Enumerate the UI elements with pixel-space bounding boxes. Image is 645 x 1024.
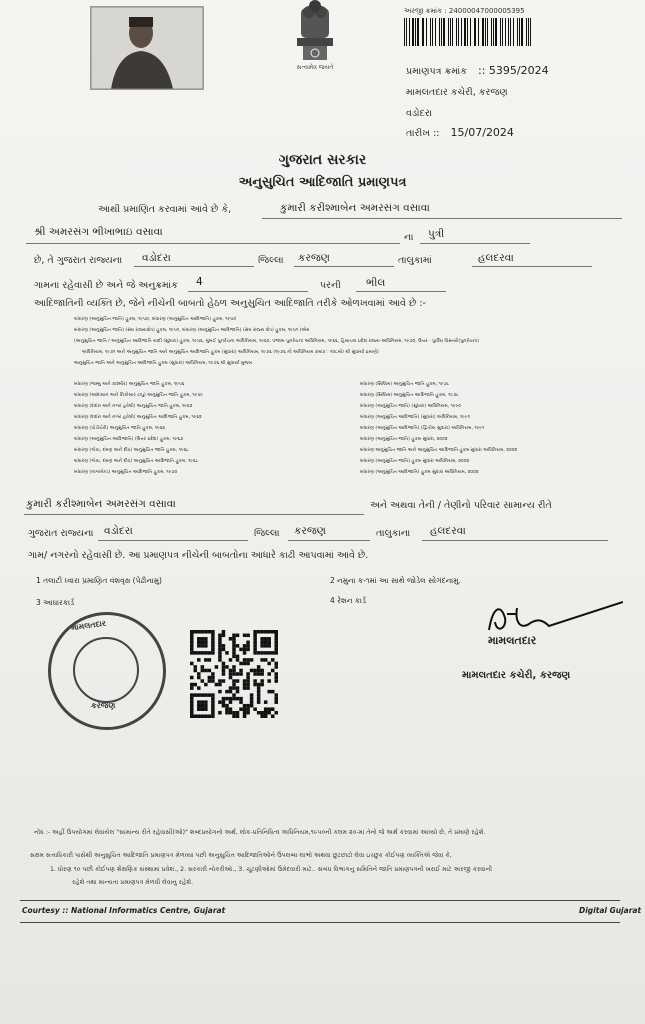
residence-district-label: જિલ્લા [254,528,280,539]
order-left: બંધારણ (પોંડીચેરી) અનુસુચિત જાતિ હુકમ, ૧૯૬૪ [74,426,166,431]
taluka-value: કરજણ [298,252,330,264]
government-title: ગુજરાત સરકાર [278,152,367,168]
order-right: બંધારણ (અનુસુચિત આદિજાતિ) (સુધારા) અધિનિયમ, ૧૯૯૧ [360,415,470,420]
order-left: બંધારણ (દાદરા અને નગર હવેલી) અનુસુચિત આદિજાતિ હુકમ, ૧૯૬૨ [74,415,202,420]
city-name: વડોદરા [406,108,433,119]
note-line: સક્ષમ સત્તાધિકારી પાસેથી અનુસુચિત આદિજાતિ પ્રમાણપત્ર મેળવ્યા પછી અનુસુચિત આદિજાતિઓને ઉપલબ્ધ લાભો અથવા છુટછાટો લેવા ઇચ્છુક કોઈપણ વ્યક્તિએ જેવા કે, [30,852,452,859]
barcode-icon [404,18,534,46]
certificate-number-label: પ્રમાણપત્ર ક્રમાંક [406,66,467,77]
order-left: બંધારણ (નાગાલેન્ડ) અનુસુચિત આદિજાતિ હુકમ, ૧૯૭૦ [74,470,178,475]
signature-office: મામલતદાર કચેરી, કરજણ [462,670,571,681]
order-right: બંધારણ અનુસુચિત જાતિ અને અનુસુચિત આદિજાતિ હુકમ સુધારા અધિનિયમ, ૨૦૦૨ [360,448,518,453]
family-text: અને અથવા તેની / તેણીનો પરિવાર સામાન્ય રીતે [370,500,552,511]
residence-village-value: હલદરવા [430,525,466,537]
order-left: બંધારણ (જમ્મુ અને કાશ્મીર) અનુસુચિત જાતિ હુકમ, ૧૯૫૬ [74,382,185,387]
order-line: બંધારણ (અનુસુચિત જાતિ) હુકમ, ૧૯૫૦, બંધારણ (અનુસુચિત આદિજાતિ) હુકમ, ૧૯૫૦ [74,317,237,322]
order-right: બંધારણ (અનુસુચિત જાતિ) (સુધારા) અધિનિયમ, ૧૯૯૦ [360,404,462,409]
national-emblem-icon [287,0,343,70]
courtesy-text: Courtesy :: National Informatics Centre, Gujarat [22,906,226,915]
note-line: રહેશે તથા માન્યતા પ્રમાણપત્ર મેળવી લેવાનુ રહેશે. [72,879,194,886]
certificate-number-value: :: 5395/2024 [478,64,549,77]
order-left: બંધારણ (ગોવા, દમણ અને દીવ) અનુસુચિત જાતિ હુકમ, ૧૯૬૮ [74,448,189,453]
district-label: જિલ્લા [258,255,284,266]
office-seal-stamp [48,612,166,730]
state-prefix: છે, તે ગુજરાત રાજ્યના [34,255,123,266]
signature-title: મામલતદાર [488,634,537,647]
order-line: અધિનિયમ, ૧૯૭૧ અને અનુસુચિત જાતિ અને અનુસુચિત આદિજાતિ હુકમ (સુધારા) અધિનિયમ, ૧૯૭૬ (૧૯૭૬ નો અધિનિયમ ક્રમાંક : ૧૦૮મો) થી સુધાર્યા પ્રમાણે) [82,350,379,355]
stamp-top-text: મામલતદાર [70,618,107,633]
note-line: નોંધ :- અહીં ઉપયોગમાં લેવાયેલ "સામાન્ય રીતે રહેવાસી(ઓ)" શબ્દપ્રયોગનો અર્થ, લોક-પ્રતિનિધિત્વ અધિનિયમ,૧૯૫૦ની કલમ ૨૦-માં તેનો જે અર્થ કરવામાં આવ્યો છે, તે પ્રમાણે રહેશે. [34,829,486,836]
order-right: બંધારણ (સિક્કિમ) અનુસુચિત જાતિ હુકમ, ૧૯૭૮ [360,382,450,387]
document-item: 1 તલાટી ધ્વારા પ્રમાણિત વંશવૃક્ષ (પેઢીનામુ) [36,576,162,585]
residence-taluka-label: તાલુકાના [376,528,411,539]
residence-state-label: ગુજરાત રાજ્યના [28,528,94,539]
certificate-title: અનુસુચિત આદિજાતિ પ્રમાણપત્ર [238,175,407,190]
basis-sentence: ગામ/ નગરનો રહેવાસી છે. આ પ્રમાણપત્ર નીચેની બાબતોના આધારે કાઢી આપવામાં આવે છે. [28,550,369,561]
order-left: બંધારણ (અનુસુચિત આદિજાતિ) (ઉત્તર પ્રદેશ) હુકમ, ૧૯૬૭ [74,437,184,442]
digital-gujarat-text: Digital Gujarat [579,906,642,915]
application-number: અરજી ક્રમાંક : 24000047000005395 [404,7,525,15]
na-label: ના [404,232,414,243]
date-label: તારીખ :: [406,128,440,139]
residence-district-value: વડોદરા [104,525,133,537]
serial-number: 4 [196,276,203,288]
order-line: અનુસુચિત જાતિ અને અનુસુચિત આદિજાતિ હુકમ (સુધારા) અધિનિયમ, ૧૯૭૬ થી સુધાર્યા મુજબ [74,361,253,366]
relation-value: પુત્રી [428,228,445,240]
order-right: બંધારણ (અનુસુચિત આદિજાતિ) (દ્વિતીય સુધારા) અધિનિયમ, ૧૯૯૧ [360,426,485,431]
office-name: મામલતદાર કચેરી, કરજણ [406,87,508,98]
qr-code-icon [190,630,278,718]
tribe-label: પરની [320,280,341,291]
order-line: (અનુસુચિત જાતિ / અનુસુચિત આદિજાતિ યાદી (સુધારા) હુકમ, ૧૯૫૬, મુંબઈ પુનર્રચના અધિનિયમ, ૧૯૬૦, પંજાબ પુનર્રચના અધિનિયમ, ૧૯૬૬, હિમાચલ પ્રદેશ રાજ્ય અધિનિયમ, ૧૯૭૦, ઉત્તર - પુર્વીય વિસ્તારો(પુનર્રચના) [74,339,479,344]
father-name: શ્રી અમરસંગ ભીખાભાઇ વસાવા [34,226,163,238]
document-item: 4 રેશન કાર્ડ [330,596,367,605]
note-line: 1. ધોરણ ૧૦ પછી કોઈપણ શૈક્ષણિક સંસ્થામાં પ્રવેશ., 2. સરકારી નોકરીઓ., 3. ચૂંટણીઓમાં ઉમેદવારી માટે.. સંબંધ વિભાગનુ સમિતિને જાતિ પ્રમાણપત્રની ખરાઈ માટે અરજી કરવાની [50,866,493,873]
document-item: 3 આધારકાર્ડ [36,598,75,607]
footer-divider-bottom [20,922,620,923]
order-left: બંધારણ (આંદામાન અને નિકોબાર ટાપુ) અનુસુચિત જાતિ હુકમ, ૧૯૫૯ [74,393,204,398]
order-left: બંધારણ (ગોવા, દમણ અને દીવ) અનુસુચિત આદિજાતિ હુકમ, ૧૯૬૮ [74,459,199,464]
order-left: બંધારણ (દાદરા અને નગર હવેલી) અનુસુચિત જાતિ હુકમ, ૧૯૬૨ [74,404,193,409]
applicant-name: કુમારી કરીશ્માબેન અમરસંગ વસાવા [280,202,430,214]
order-right: બંધારણ (અનુસુચિત જાતિ) હુકમ સુધારા, ૨૦૦૨ [360,437,448,442]
document-item: 2 નમુના ક-૧માં આ સાથે જોડેલ સોગંદનામુ. [330,576,461,585]
taluka-label: તાલુકામાં [398,255,432,266]
certify-prefix: આથી પ્રમાણિત કરવામાં આવે છે કે, [98,204,232,215]
residence-taluka-value: કરજણ [294,525,326,537]
district-value: વડોદરા [142,252,171,264]
applicant-photo [90,6,204,90]
emblem-caption: સત્યમેવ જયતે [296,64,334,71]
certificate-number-row [406,64,549,77]
footer-divider [20,900,620,901]
order-line: બંધારણ (અનુસુચિત જાતિ) (સંઘ રાજ્યક્ષેત્ર) હુકમ, ૧૯૫૧, બંધારણ (અનુસુચિત આદિજાતિ) (સંઘ રાજ્ય ક્ષેત્ર) હુકમ, ૧૯૫૧ (એમ [74,328,310,333]
date-value: 15/07/2024 [450,126,514,139]
order-right: બંધારણ (સિક્કિમ) અનુસુચિત આદિજાતિ હુકમ, ૧૯૭૮ [360,393,459,398]
tribe-sentence: આદિજાતિની વ્યક્તિ છે, જેને નીચેની બાબતો હેઠળ અનુસુચિત આદિજાતિ તરીકે ઓળખવામાં આવે છે :- [34,298,426,309]
village-label: ગામના રહેવાસી છે અને જે અનુક્રમાંક [34,280,178,291]
village-value: હલદરવા [478,252,514,264]
stamp-center-text: કરજણ [91,701,116,710]
order-right: બંધારણ (અનુસુચિત આદિજાતિ) હુકમ સુધારા અધિનિયમ, ૨૦૦૨ [360,470,479,475]
date-row [406,126,514,139]
tribe-value: ભીલ [366,277,386,289]
residence-name: કુમારી કરીશ્માબેન અમરસંગ વસાવા [26,498,176,510]
order-right: બંધારણ (અનુસુચિત જાતિ) હુકમ સુધારા અધિનિયમ, ૨૦૦૨ [360,459,470,464]
